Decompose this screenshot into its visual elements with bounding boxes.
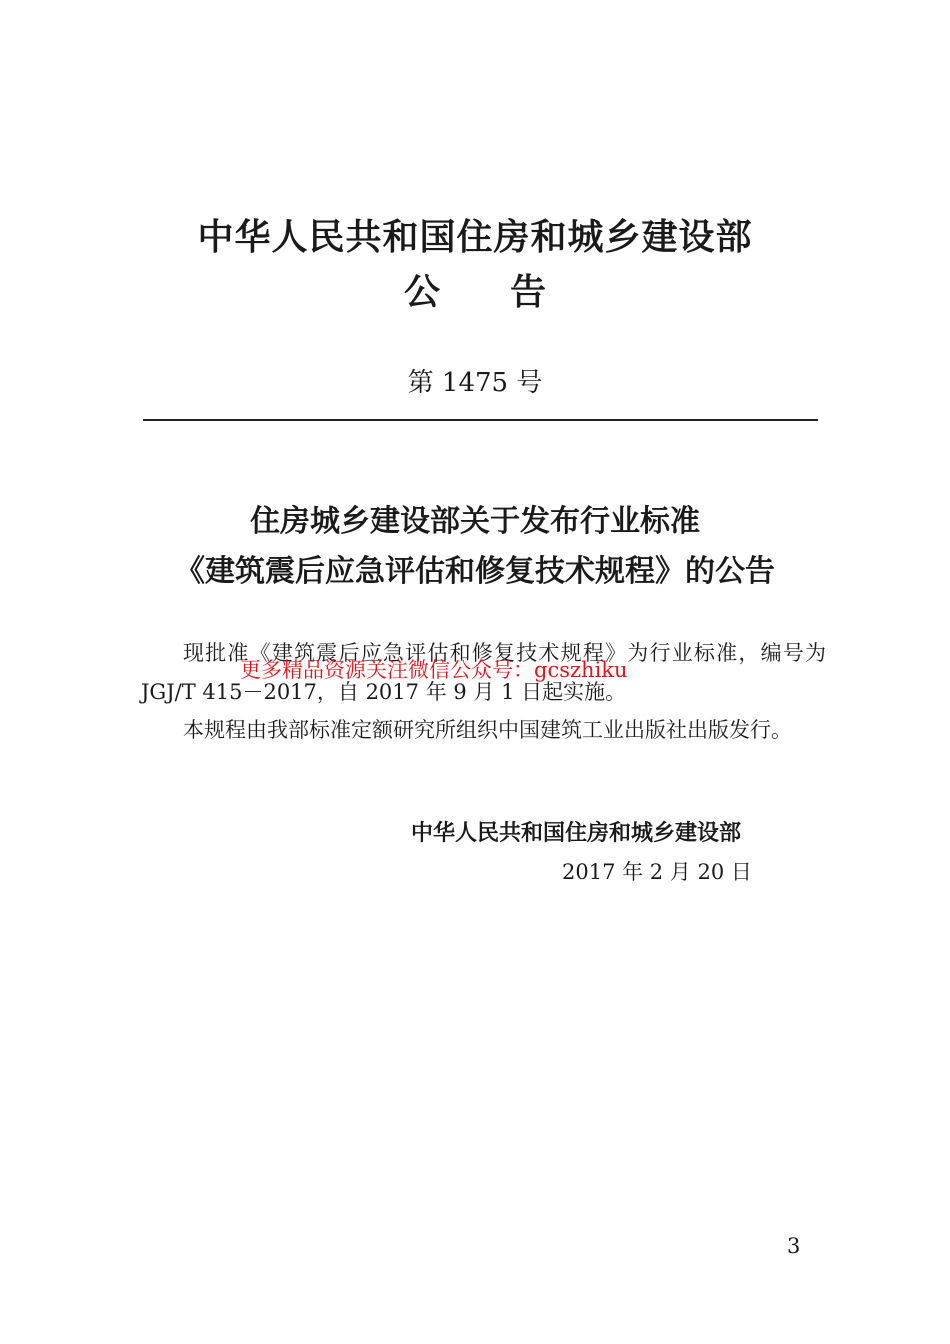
signing-date: 2017 年 2 月 20 日	[562, 860, 752, 884]
subject-line-2: 《建筑震后应急评估和修复技术规程》的公告	[175, 554, 775, 589]
body-paragraph-1: 现批准《建筑震后应急评估和修复技术规程》为行业标准，编号为 JGJ/T 415－2017，自 2017 年 9 月 1 日起实施。	[141, 641, 826, 704]
notice-subject	[0, 497, 950, 597]
header-divider	[143, 419, 818, 421]
notice-heading: 公告	[403, 272, 616, 313]
notice-body	[141, 634, 826, 750]
issuer-title: 中华人民共和国住房和城乡建设部	[197, 217, 753, 258]
body-paragraph-2: 本规程由我部标准定额研究所组织中国建筑工业出版社出版发行。	[183, 718, 792, 742]
page-number: 3	[787, 1234, 801, 1258]
signing-organization: 中华人民共和国住房和城乡建设部	[411, 821, 742, 846]
watermark-text: 更多精品资源关注微信公众号：gcszhiku	[240, 658, 628, 682]
subject-line-1: 住房城乡建设部关于发布行业标准	[250, 504, 700, 539]
document-number: 第 1475 号	[407, 368, 543, 398]
